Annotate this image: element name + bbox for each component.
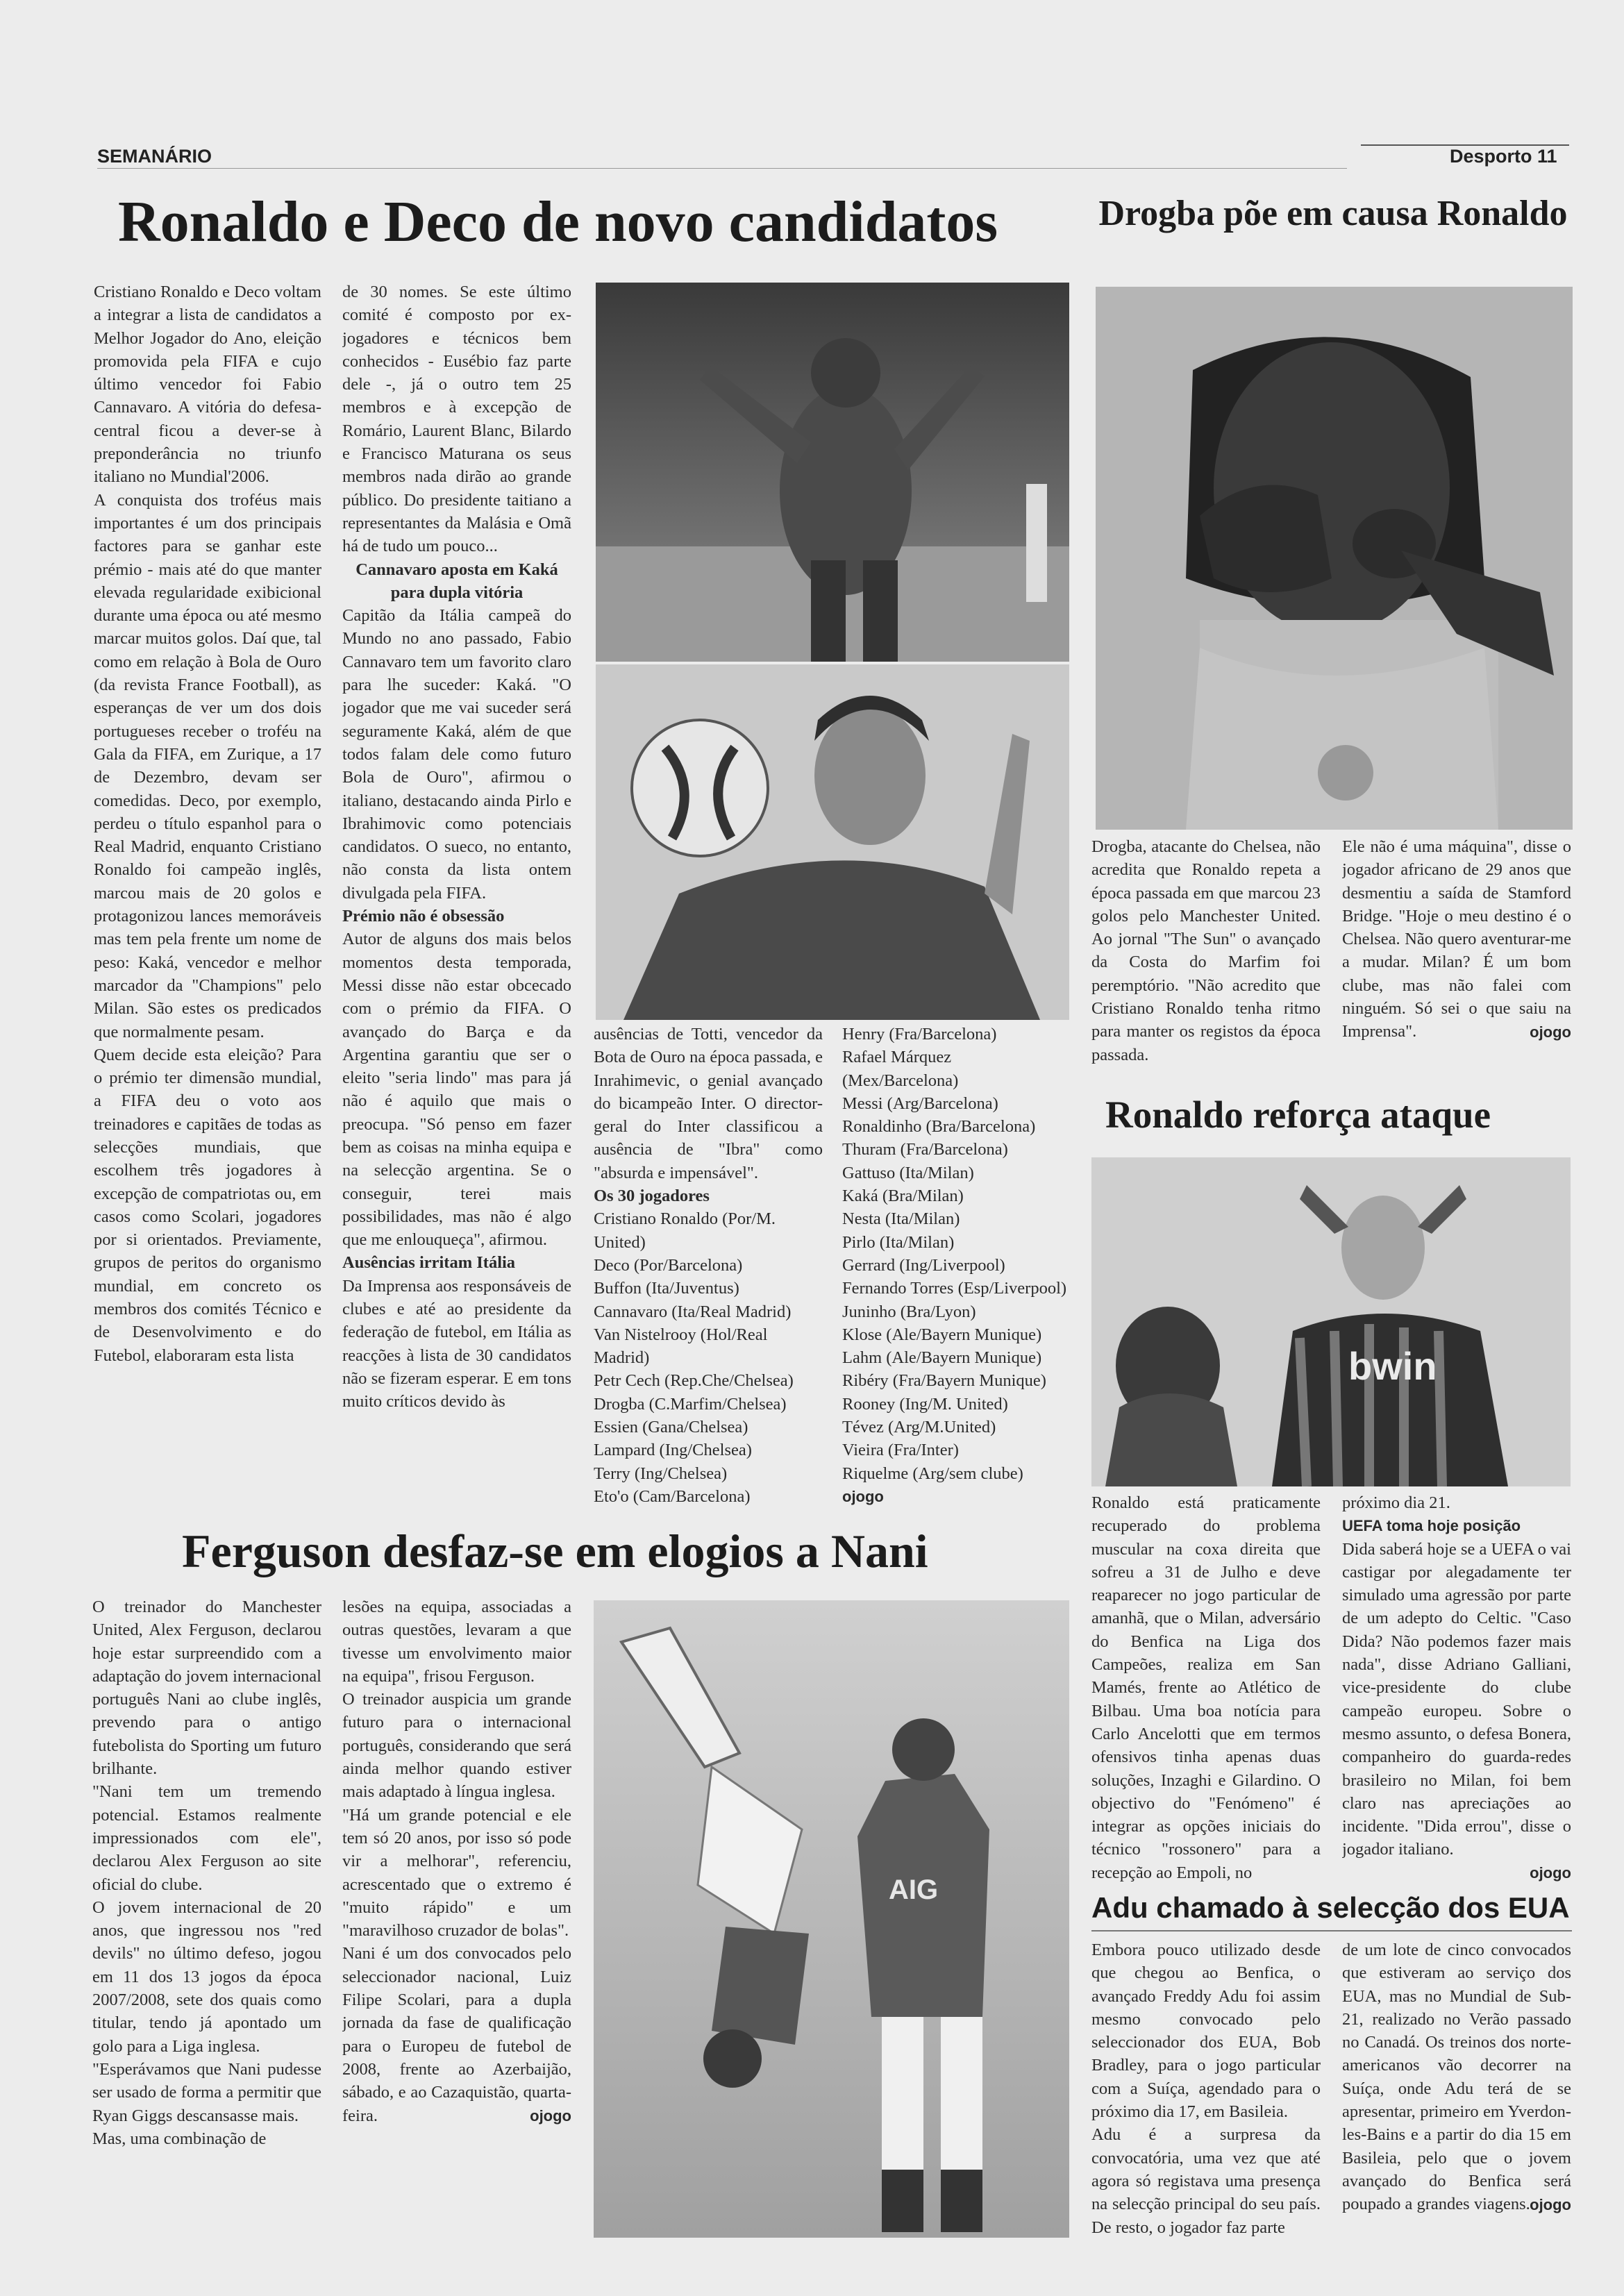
main-paragraph: Quem decide esta eleição? Para o prémio ter dimensão mundial, a FIFA deu o voto aos treinadores e capitães de todas as selecções mundiais, que escolhem três jogadores à excepção de compatriotas ou, em casos como Scolari, jogadores por si orientados. Previamente, grupos de peritos do organismo mundial, em concreto os membros dos comités Técnico e de Desenvolvimento e do Futebol, elaboraram esta lista	[94, 1045, 321, 1365]
adu-col-2	[1342, 1938, 1571, 2244]
ferguson-headline: Ferguson desfaz-se em elogios a Nani	[182, 1525, 928, 1577]
ronaldo-milan-col-2	[1342, 1491, 1571, 1887]
player-item: Rooney (Ing/M. United)	[842, 1394, 1008, 1414]
player-item: Ronaldinho (Bra/Barcelona)	[842, 1117, 1036, 1137]
article-signature: ojogo	[1530, 1023, 1571, 1041]
ferguson-paragraph: lesões na equipa, associadas a outras questões, levaram a que tivesse um envolvimento maior na equipa", frisou Ferguson.	[342, 1598, 571, 1686]
ferguson-paragraph: "Há um grande potencial e ele tem só 20 anos, por isso só pode vir a melhorar", referenciu, acrescentado que o extremo é "muito rápido" e um "maravilhoso cruzador de bolas".	[342, 1805, 571, 1941]
subheading-ausencias: Ausências irritam Itália	[342, 1253, 516, 1273]
ferguson-col-2	[342, 1595, 571, 2248]
ferguson-paragraph: "Nani tem um tremendo potencial. Estamos realmente impressionados com ele", declarou Alex Ferguson ao site oficial do clube.	[92, 1782, 321, 1894]
player-item: Vieira (Fra/Inter)	[842, 1441, 959, 1460]
main-paragraph: de 30 nomes. Se este último comité é composto por ex-jogadores e técnicos bem conhecidos - Eusébio faz parte dele -, já o outro tem 25 membros e à excepção de Romário, Laurent Blanc, Bilardo e Francisco Maturana os seus membros nada dirão ao grande público. Do presidente taitiano a representantes da Malásia e Omã há de tudo um pouco...	[342, 283, 571, 556]
player-item: Messi (Arg/Barcelona)	[842, 1093, 998, 1113]
ronaldo-milan-paragraph: Dida saberá hoje se a UEFA o vai castigar por alegadamente ter simulado uma agressão por parte de um adepto do Celtic. "Caso Dida? Não podemos fazer mais nada", disse Adriano Galliani, vice-presidente do clube campeão europeu. Sobre o mesmo assunto, o defesa Bonera, companheiro do guarda-redes brasileiro no Milan, foi bem claro nas apreciações ao incidente. "Dida errou", disse o jogador italiano.	[1342, 1539, 1571, 1859]
ferguson-paragraph: O treinador auspicia um grande futuro para o internacional português, considerando que será ainda melhor quando estiver mais adaptado à língua inglesa.	[342, 1690, 571, 1802]
player-item: Kaká (Bra/Milan)	[842, 1187, 964, 1206]
subheading-uefa: UEFA toma hoje posição	[1342, 1517, 1521, 1535]
cristiano-ronaldo-photo	[596, 664, 1069, 1020]
main-paragraph: A conquista dos troféus mais importantes é um dos principais factores para se ganhar este prémio - mais até do que manter elevada regularidade exibicional durante uma época ou até mesmo marcar muitos golos. Daí que, tal como em relação à Bola de Ouro (da revista France Football), as esperanças de ver um dos dois portugueses receber o troféu na Gala da FIFA, em Zurique, a 17 de Dezembro, devam ser comedidas. Deco, por exemplo, perdeu o título espanhol para o Real Madrid, enquanto Cristiano Ronaldo foi campeão inglês, marcou mais de 20 golos e protagonizou lances memoráveis mas tem pela frente um nome de peso: Kaká, vencedor e melhor marcador da "Champions" pelo Milan. São estes os predicados que normalmente pesam.	[94, 490, 321, 1041]
drogba-headline: Drogba põe em causa Ronaldo	[1098, 194, 1568, 233]
player-item: Rafael Márquez (Mex/Barcelona)	[842, 1048, 959, 1090]
player-item: Van Nistelrooy (Hol/Real Madrid)	[594, 1325, 768, 1368]
ferguson-paragraph: Nani é um dos convocados pelo seleccionador nacional, Luiz Filipe Scolari, para a dupla jornada da fase de qualificação para o Europeu de futebol de 2008, frente ao Azerbaijão, sábado, e ao Cazaquistão, quarta-feira.	[342, 1944, 571, 2125]
player-item: Lahm (Ale/Bayern Munique)	[842, 1348, 1042, 1368]
shirt-sponsor-text: bwin	[1348, 1344, 1437, 1388]
ronaldo-milan-paragraph: Ronaldo está praticamente recuperado do problema muscular na coxa direita que sofreu a 31 de Julho e deve reaparecer no jogo particular de amanhã, que o Milan, adversário do Benfica na Liga dos Campeões, realiza em San Mamés, frente ao Atlético de Bilbau. Uma boa notícia para Carlo Ancelotti que em termos ofensivos tinha apenas duas soluções, Inzaghi e Gilardino. O objectivo do "Fenómeno" é integrar as opções iniciais do técnico "rossonero" para a recepção ao Empoli, no	[1091, 1493, 1321, 1882]
player-item: Drogba (C.Marfim/Chelsea)	[594, 1394, 787, 1414]
main-paragraph: ausências de Totti, vencedor da Bota de Ouro na época passada, e Inrahimevic, o genial avançado do bicampeão Inter. O director-geral do Inter classificou a ausência de "Ibra" como "absurda e impensável".	[594, 1025, 823, 1182]
player-item: Deco (Por/Barcelona)	[594, 1255, 743, 1275]
ronaldo-milan-photo	[1091, 1157, 1571, 1486]
header-rule-right	[1361, 144, 1569, 146]
player-item: Thuram (Fra/Barcelona)	[842, 1140, 1008, 1159]
adu-col-1	[1091, 1938, 1321, 2244]
section-page-label: Desporto 11	[1450, 146, 1557, 167]
player-item: Petr Cech (Rep.Che/Chelsea)	[594, 1371, 794, 1391]
article-signature: ojogo	[530, 2106, 571, 2125]
ferguson-paragraph: "Esperávamos que Nani pudesse ser usado de forma a permitir que Ryan Giggs descansasse mais.	[92, 2059, 321, 2125]
player-item: Lampard (Ing/Chelsea)	[594, 1441, 752, 1460]
player-item: Buffon (Ita/Juventus)	[594, 1279, 739, 1298]
main-paragraph: Capitão da Itália campeã do Mundo no ano passado, Fabio Cannavaro tem um favorito claro para lhe suceder: Kaká. "O jogador que me vai suceder será seguramente Kaká, além de que todos falam dele como futuro Bola de Ouro", afirmou o italiano, destacando ainda Pirlo e Ibrahimovic como potenciais candidatos. O sueco, no entanto, não consta da lista ontem divulgada pela FIFA.	[342, 606, 571, 903]
ferguson-paragraph: O treinador do Manchester United, Alex Ferguson, declarou hoje estar surpreendido com a adaptação do jovem internacional português Nani ao clube inglês, prevendo para o antigo futebolista do Sporting um futuro brilhante.	[92, 1598, 321, 1779]
ronaldo-milan-paragraph: próximo dia 21.	[1342, 1493, 1450, 1512]
player-item: Pirlo (Ita/Milan)	[842, 1232, 955, 1252]
nani-photo	[594, 1600, 1069, 2238]
adu-rule	[1091, 1930, 1572, 1932]
ferguson-paragraph: Mas, uma combinação de	[92, 2129, 267, 2148]
main-col-3	[594, 1023, 823, 1530]
main-headline: Ronaldo e Deco de novo candidatos	[118, 190, 998, 254]
player-item: Nesta (Ita/Milan)	[842, 1209, 960, 1229]
subheading-premio: Prémio não é obsessão	[342, 907, 505, 926]
player-item: Ribéry (Fra/Bayern Munique)	[842, 1371, 1046, 1391]
player-item: Juninho (Bra/Lyon)	[842, 1302, 976, 1321]
drogba-col-2	[1342, 835, 1571, 1092]
article-signature: ojogo	[842, 1487, 884, 1505]
ronaldo-milan-col-1	[1091, 1491, 1321, 1887]
drogba-paragraph: Ele não é uma máquina", disse o jogador africano de 29 anos que desmentiu a saída de Stamford Bridge. "Hoje o meu destino é o Chelsea. Não quero aventurar-me a mudar. Milan? É um bom clube, mas não falei com ninguém. Só sei o que saiu na Imprensa".	[1342, 837, 1571, 1041]
player-item: Klose (Ale/Bayern Munique)	[842, 1325, 1042, 1344]
article-signature: ojogo	[1530, 1863, 1571, 1882]
player-item: Tévez (Arg/M.United)	[842, 1418, 996, 1437]
adu-paragraph: de um lote de cinco convocados que estiveram ao serviço dos EUA, mas no Mundial de Sub-21, realizado no Verão passado no Canadá. Os treinos dos norte-americanos vão decorrer na Suíça, onde Adu terá de se apresentar, primeiro em Yverdon-les-Bains e a partir do dia 15 em Basileia, pelo que o jovem avançado do Benfica será poupado a grandes viagens.	[1342, 1941, 1571, 2214]
adu-paragraph: Embora pouco utilizado desde que chegou ao Benfica, o avançado Freddy Adu foi assim mesmo convocado pelo seleccionador dos EUA, Bob Bradley, para o jogo particular com a Suíça, agendado para o próximo dia 17, em Basileia.	[1091, 1941, 1321, 2122]
adu-paragraph: Adu é a surpresa da convocatória, uma vez que até agora só registava uma presença na selecção principal do seu país. De resto, o jogador faz parte	[1091, 2125, 1321, 2237]
player-item: Henry (Fra/Barcelona)	[842, 1025, 997, 1044]
players-list-title: Os 30 jogadores	[594, 1187, 710, 1206]
subheading-cannavaro: Cannavaro aposta em Kaká para dupla vitória	[355, 560, 558, 602]
main-paragraph: Da Imprensa aos responsáveis de clubes e até ao presidente da federação de futebol, em Itália as reacções à lista de 30 candidatos não se fizeram esperar. E em tons muito críticos devido às	[342, 1276, 571, 1411]
drogba-col-1	[1091, 835, 1321, 1092]
player-item: Eto'o (Cam/Barcelona)	[594, 1486, 751, 1506]
main-col-2	[342, 280, 571, 1523]
header-rule	[97, 168, 1347, 169]
article-signature: ojogo	[1530, 2195, 1571, 2213]
main-paragraph: Autor de alguns dos mais belos momentos desta temporada, Messi disse não estar obcecado com o prémio da FIFA. O avançado do Barça e da Argentina garantiu que ser o eleito "seria lindo" mas para já não é aquilo que mais o preocupa. "Só penso em fazer bem as coisas na minha equipa e na selecção argentina. Se o conseguir, terei mais possibilidades, mas não é algo que me enlouqueça", afirmou.	[342, 930, 571, 1250]
player-item: Riquelme (Arg/sem clube)	[842, 1464, 1023, 1483]
player-item: Terry (Ing/Chelsea)	[594, 1464, 728, 1483]
publication-name: SEMANÁRIO	[97, 146, 212, 167]
united-sponsor-text: AIG	[889, 1875, 939, 1905]
drogba-photo	[1096, 287, 1573, 830]
ronaldo-milan-headline: Ronaldo reforça ataque	[1105, 1093, 1491, 1136]
ferguson-paragraph: O jovem internacional de 20 anos, que ingressou nos "red devils" no último defeso, jogou em 11 dos 13 jogos da época 2007/2008, sete dos quais como titular, tendo já apontado um golo para a Liga inglesa.	[92, 1897, 321, 2056]
drogba-paragraph: Drogba, atacante do Chelsea, não acredita que Ronaldo repeta a época passada em que marcou 23 golos pelo Manchester United. Ao jornal "The Sun" o avançado da Costa do Marfim foi peremptório. "Não acredito que Cristiano Ronaldo tenha ritmo para manter os registos da época passada.	[1091, 837, 1321, 1064]
main-col-1	[94, 280, 321, 1523]
deco-photo	[596, 283, 1069, 662]
main-col-4	[842, 1023, 1071, 1530]
main-paragraph: Cristiano Ronaldo e Deco voltam a integrar a lista de candidatos a Melhor Jogador do Ano, eleição promovida pela FIFA e cujo último vencedor foi Fabio Cannavaro. A vitória do defesa-central ficou a dever-se à preponderância no triunfo italiano no Mundial'2006.	[94, 283, 321, 487]
player-item: Gerrard (Ing/Liverpool)	[842, 1255, 1005, 1275]
ferguson-col-1	[92, 1595, 321, 2248]
player-item: Cannavaro (Ita/Real Madrid)	[594, 1302, 792, 1321]
adu-headline: Adu chamado à selecção dos EUA	[1091, 1891, 1570, 1924]
player-item: Cristiano Ronaldo (Por/M. United)	[594, 1209, 776, 1252]
player-item: Essien (Gana/Chelsea)	[594, 1418, 748, 1437]
player-item: Fernando Torres (Esp/Liverpool)	[842, 1279, 1067, 1298]
player-item: Gattuso (Ita/Milan)	[842, 1163, 974, 1182]
